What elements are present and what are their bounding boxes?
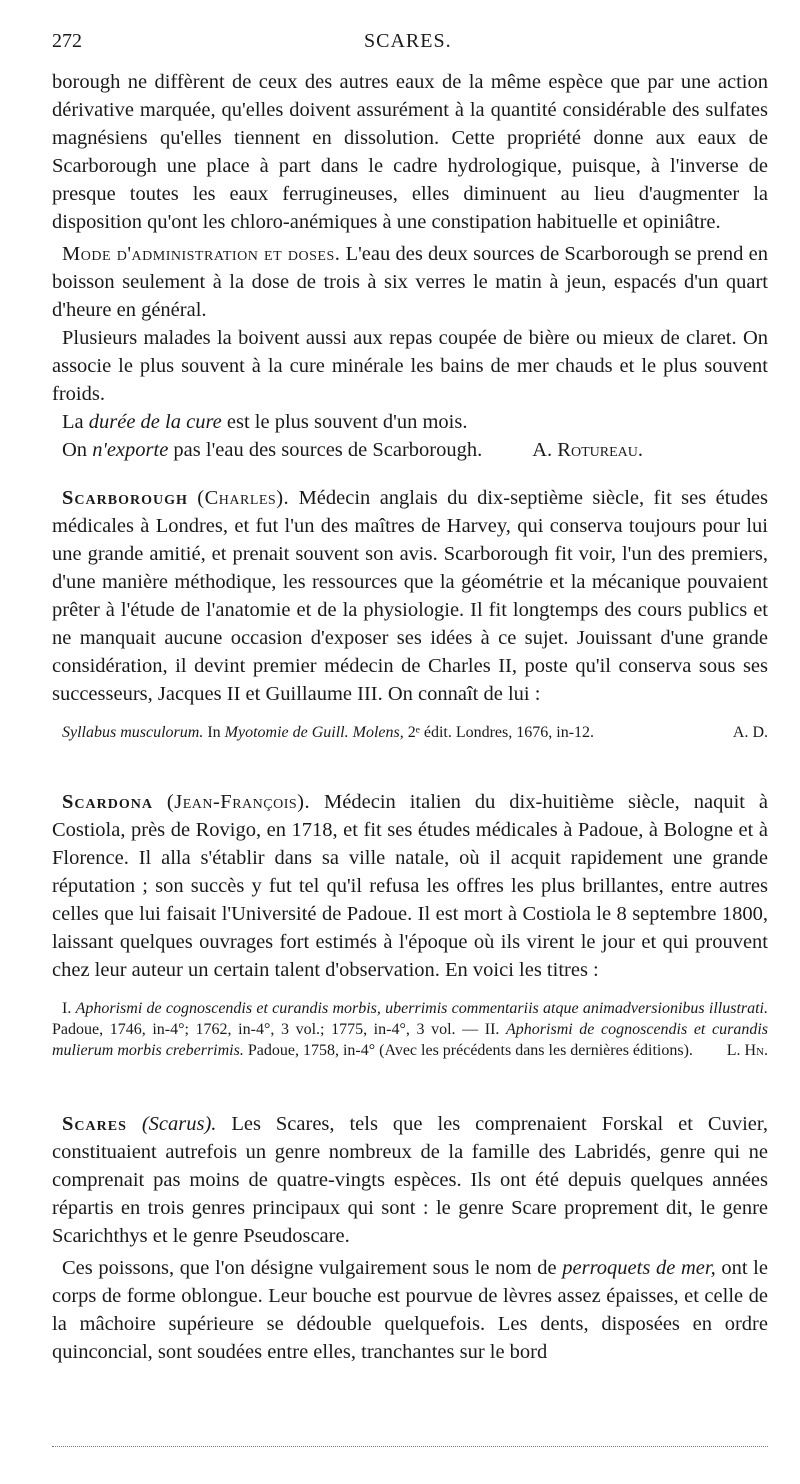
bib-title: Aphorismi de cognoscendis et curandis mulierum morbis creberrimis. [52,1021,768,1059]
bibliography [52,722,768,743]
emphasis: n'exporte [92,439,169,461]
entry-scarborough-eaux [52,68,768,464]
paragraph: borough ne diffèrent de ceux des autres eaux de la même espèce que par une action dérivative marquée, qu'elles doivent assurément à la quantité considérable des sulfates magnésiens qu'elles tiennent en dissolution. Cette propriété donne aux eaux de Scarborough une place à part dans le cadre hydrologique, puisque, à l'inverse de presque toutes les eaux ferrugineuses, elles diminuent au lieu d'augmenter la disposition qu'ont les chloro-anémiques à une constipation habituelle et opiniâtre. [52,71,768,233]
paragraph [52,1110,768,1250]
paragraph [52,1254,768,1366]
signature: A. Rotureau. [532,439,643,461]
bibliography [52,998,768,1061]
bib-title: Aphorismi de cognoscendis et curandis morbis, uberrimis commentariis atque animadversionibus illustrati. [75,1000,768,1017]
paragraph [52,788,768,984]
headword: Scardona [62,791,153,813]
entry-scardona [52,788,768,1061]
paragraph-exporte [52,436,768,464]
paragraph: Plusieurs malades la boivent aussi aux repas coupée de bière ou mieux de claret. On associe le plus souvent à la cure minérale les bains de mer chauds et le plus souvent froids. [52,327,768,405]
text: I. [62,1000,76,1017]
paragraph-duree [52,408,768,436]
headword-name: (Jean-François). [166,791,311,813]
headword: Scares [62,1113,127,1135]
headword-name: (Charles). [197,487,290,509]
paragraph-mode-administration [52,240,768,324]
entry-scarborough-charles [52,484,768,743]
section-label: Mode d'administration et doses. [62,243,341,265]
page-header [52,30,768,58]
paragraph [52,484,768,708]
text: Ces poissons, que l'on désigne vulgairement sous le nom de [62,1257,563,1279]
text: pas l'eau des sources de Scarborough. [168,439,483,461]
text: est le plus souvent d'un mois. [221,411,468,433]
text: ont le corps de forme oblongue. Leur bouche est pourvue de lèvres assez épaisses, et celle de la mâchoire supérieure se dédouble quelquefois. Les dents, disposées en ordre quinconcial, sont soudées entre elles, tranchantes sur le bord [52,1257,768,1363]
headword-latin: (Scarus). [141,1113,217,1135]
paragraph-text: Les Scares, tels que les comprenaient Forskal et Cuvier, constituaient autrefois un genre nombreux de la famille des Labridés, genre qui ne comprenait pas moins de quatre-vingts espèces. Ils ont été depuis quelques années répartis en trois genres principaux qui sont : le genre Scare proprement dit, le genre Scarichthys et le genre Pseudoscare. [52,1113,768,1247]
paragraph-text: Médecin italien du dix-huitième siècle, naquit à Costiola, près de Rovigo, en 1718, et fit ses études médicales à Padoue, à Bologne et à Florence. Il alla s'établir dans sa ville natale, où il acquit rapidement une grande réputation ; son succès y fut tel qu'il refusa les offres les plus brillantes, entre autres celles que lui faisait l'Université de Padoue. Il est mort à Costiola le 8 septembre 1800, laissant quelques ouvrages fort estimés à l'époque où ils virent le jour et qui prouvent chez leur auteur un certain talent d'observation. En voici les titres : [52,791,768,981]
entry-scares [52,1110,768,1366]
text: Padoue, 1758, in-4° (Avec les précédents dans les dernières éditions). [243,1042,693,1059]
running-title: SCARES. [364,30,452,52]
text: Padoue, 1746, in-4°; 1762, in-4°, 3 vol.; 1775, in-4°, 3 vol. — II. [52,1021,507,1038]
bib-title: Myotomie de Guill. Molens, [224,724,404,741]
signature: L. Hn. [726,1042,768,1059]
bib-title: Syllabus musculorum. [62,724,204,741]
text: La [62,411,89,433]
text: 2ᵉ édit. Londres, 1676, in-12. [403,724,595,741]
headword: Scarborough [62,487,188,509]
page-number: 272 [52,30,82,52]
emphasis: perroquets de mer, [562,1257,716,1279]
emphasis: durée de la cure [88,411,222,433]
text: On [62,439,93,461]
footer-rule [52,1446,768,1447]
text: In [203,724,225,741]
paragraph-text: Médecin anglais du dix-septième siècle, fit ses études médicales à Londres, et fut l'un des maîtres de Harvey, qui conserva toujours pour lui une grande amitié, et prenait souvent son avis. Scarborough fit voir, l'un des premiers, d'une manière méthodique, les ressources que la géométrie et la mécanique pouvaient prêter à l'étude de l'anatomie et de la physiologie. Il fit longtemps des cours publics et ne manquait aucune occasion d'exposer ses idées à ce sujet. Jouissant d'une grande considération, il devint premier médecin de Charles II, poste qu'il conserva sous ses successeurs, Jacques II et Guillaume III. On connaît de lui : [52,487,769,705]
paragraph-text: L'eau des deux sources de Scarborough se prend en boisson seulement à la dose de trois à six verres le matin à jeun, espacés d'un quart d'heure en général. [52,243,768,321]
signature: A. D. [732,724,768,741]
